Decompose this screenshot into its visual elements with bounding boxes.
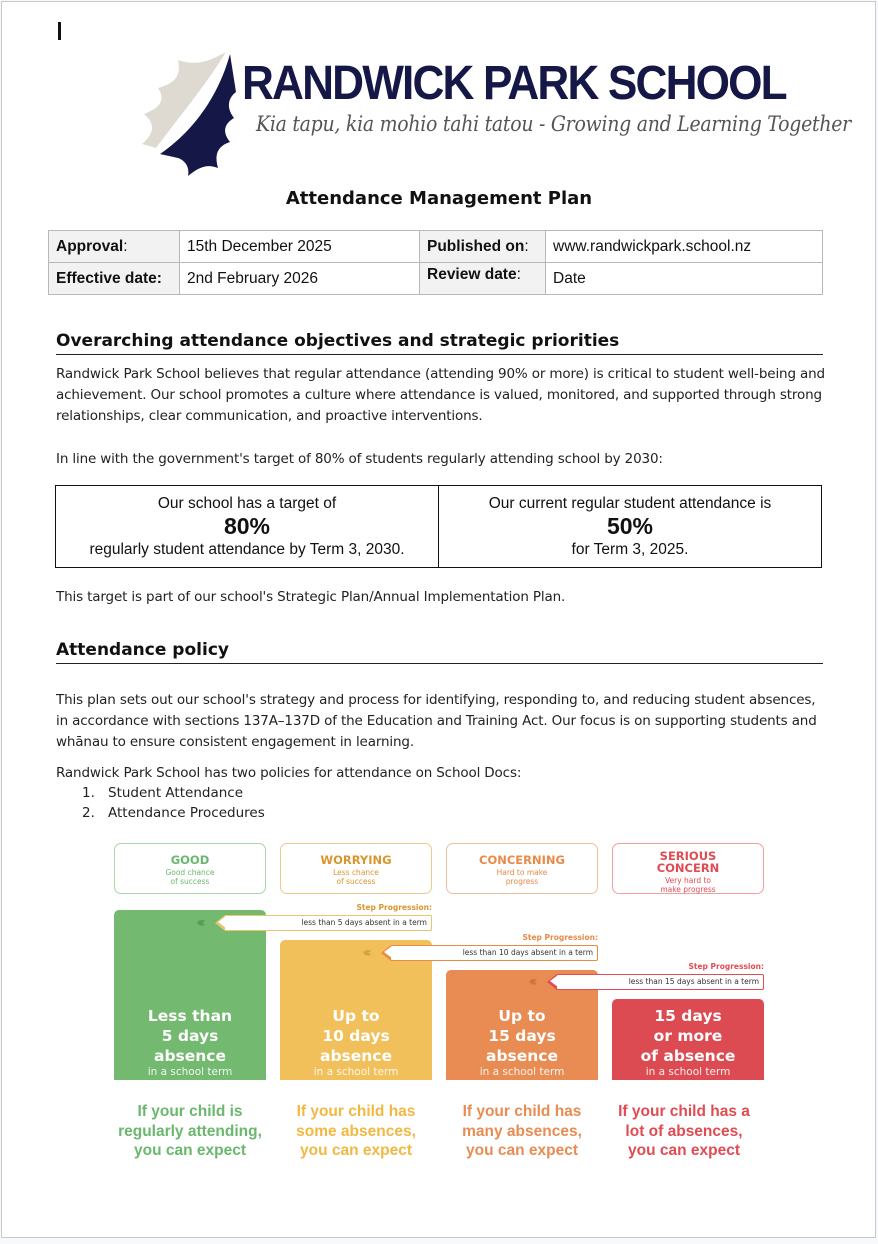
current-value: 50% [606, 513, 654, 539]
bar-worrying: Up to 10 days absence in a school term [280, 940, 432, 1080]
policy-list [82, 783, 265, 823]
policies-intro: Randwick Park School has two policies for attendance on School Docs: [56, 765, 522, 781]
school-target-cell [56, 486, 438, 567]
text-cursor [58, 22, 61, 40]
bar-serious-concern: 15 days or more of absence in a school term [612, 999, 764, 1080]
approval-value: 15th December 2025 [180, 231, 420, 263]
strategic-plan-paragraph: This target is part of our school's Strategic Plan/Annual Implementation Plan. [56, 589, 566, 605]
expect-caption-serious-concern: If your child has a lot of absences, you can expect [618, 1103, 750, 1159]
published-value: www.randwickpark.school.nz [546, 231, 823, 263]
step-progression-label: Step Progression: [356, 903, 432, 912]
step-progression-label: Step Progression: [688, 962, 764, 971]
review-date-value: Date [546, 263, 823, 295]
expect-caption-concerning: If your child has many absences, you can expect [462, 1103, 582, 1159]
expect-caption-good: If your child is regularly attending, you can expect [118, 1103, 262, 1159]
section-heading-objectives: Overarching attendance objectives and strategic priorities [56, 331, 823, 355]
document-info-table [48, 230, 823, 295]
bar-good: Less than 5 days absence in a school term [114, 910, 266, 1080]
policy-item: 2. Attendance Procedures [82, 805, 265, 821]
step-progression-label: Step Progression: [522, 933, 598, 942]
target-value: 80% [223, 513, 271, 539]
current-intro: Our current regular student attendance is [488, 495, 772, 512]
school-logo [138, 48, 851, 178]
document-title: Attendance Management Plan [285, 188, 593, 209]
school-name: RANDWICK PARK SCHOOL [242, 57, 786, 110]
current-attendance-cell [438, 486, 821, 567]
section-heading-policy: Attendance policy [56, 640, 823, 664]
target-intro: Our school has a target of [157, 495, 337, 512]
attendance-targets-table [55, 485, 822, 568]
school-logo-mark-icon [138, 48, 248, 178]
government-target-paragraph: In line with the government's target of 80% of students regularly attending school by 2030: [56, 451, 663, 467]
school-motto: Kia tapu, kia mohio tahi tatou - Growing and Learning Together [256, 112, 851, 136]
effective-date-label: Effective date: [49, 263, 180, 295]
published-label: Published on: [420, 231, 546, 263]
target-outro: regularly student attendance by Term 3, 2030. [89, 541, 405, 558]
category-serious-concern: SERIOUS CONCERN Very hard to make progress [612, 843, 764, 894]
effective-date-value: 2nd February 2026 [180, 263, 420, 295]
policy-item: 1. Student Attendance [82, 785, 244, 801]
policy-paragraph: This plan sets out our school's strategy and process for identifying, responding to, and reducing student absences, in accordance with sections 137A–137D of the Education and Training Act. Our focus is on supporting students and whānau to ensure consistent engagement in learning. [56, 692, 817, 750]
step-progression-2: less than 10 days absent in a term [390, 945, 598, 961]
category-worrying: WORRYING Less chance of success [280, 843, 432, 894]
expect-caption-worrying: If your child has some absences, you can expect [296, 1103, 416, 1159]
category-concerning: CONCERNING Hard to make progress [446, 843, 598, 894]
approval-label: Approval: [49, 231, 180, 263]
current-outro: for Term 3, 2025. [571, 541, 689, 558]
review-date-label: Review date: [420, 263, 546, 295]
objectives-paragraph: Randwick Park School believes that regular attendance (attending 90% or more) is critical to student well-being and achievement. Our school promotes a culture where attendance is valued, monitored, and supported through strong relationships, clear communication, and proactive interventions. [56, 366, 825, 424]
category-good: GOOD Good chance of success [114, 843, 266, 894]
step-progression-3: less than 15 days absent in a term [556, 974, 764, 990]
step-progression-1: less than 5 days absent in a term [224, 915, 432, 931]
bar-concerning: Up to 15 days absence in a school term [446, 970, 598, 1080]
